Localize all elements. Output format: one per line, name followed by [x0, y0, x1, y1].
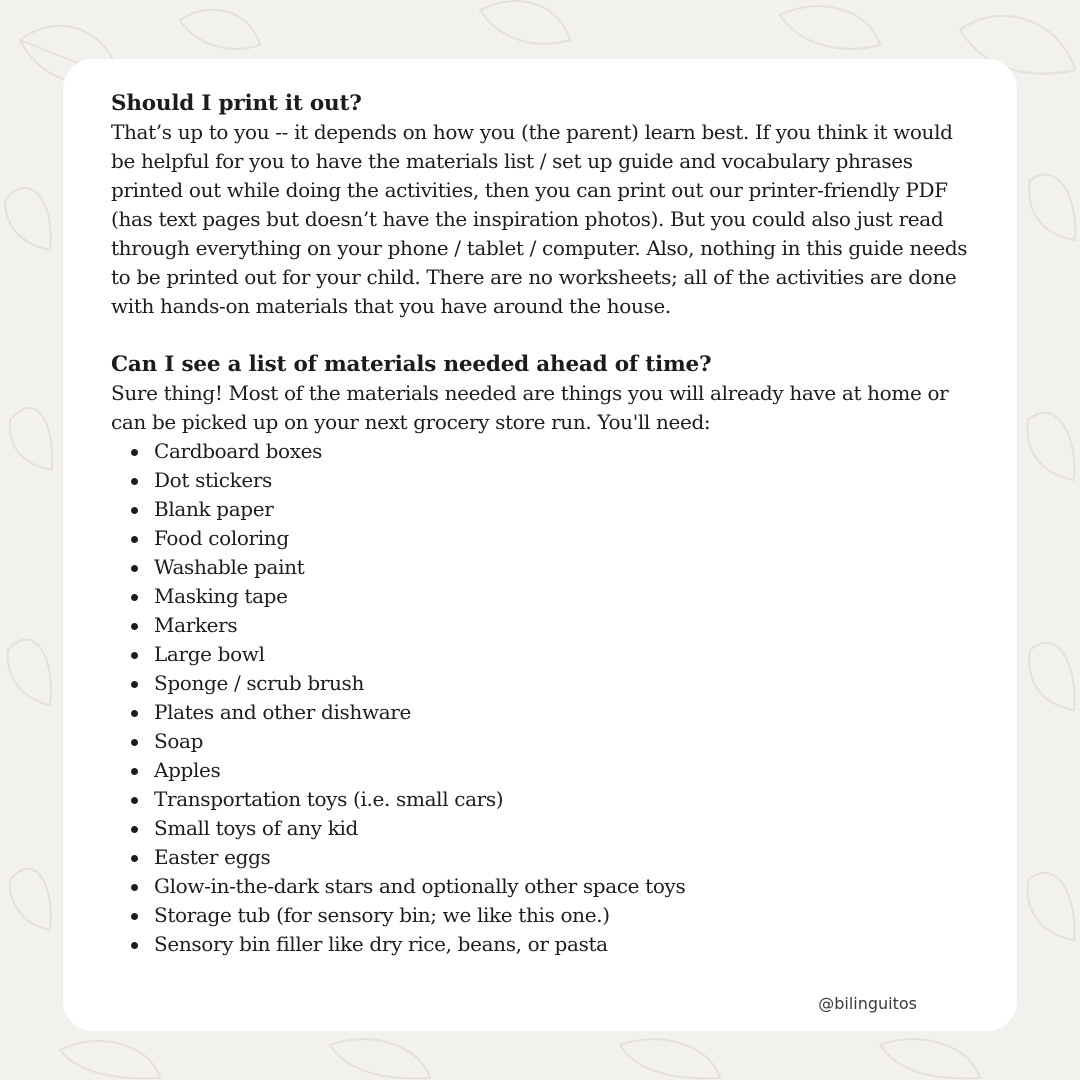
bullet-icon [131, 826, 138, 833]
list-item-label: Easter eggs [154, 845, 271, 869]
list-item [129, 611, 969, 640]
bullet-icon [131, 565, 138, 572]
social-handle: @bilinguitos [818, 994, 917, 1013]
list-item [129, 756, 969, 785]
list-item [129, 901, 969, 930]
bullet-icon [131, 768, 138, 775]
list-item-label: Transportation toys (i.e. small cars) [154, 787, 504, 811]
list-item [129, 466, 969, 495]
list-item-label: Dot stickers [154, 468, 272, 492]
list-item [129, 785, 969, 814]
bullet-icon [131, 652, 138, 659]
list-item [129, 843, 969, 872]
bullet-icon [131, 478, 138, 485]
list-item-label: Storage tub (for sensory bin; we like this one.) [154, 903, 610, 927]
section-spacer [111, 321, 969, 350]
list-item-label: Blank paper [154, 497, 274, 521]
content-card [63, 59, 1017, 1031]
list-item-label: Markers [154, 613, 238, 637]
list-item-label: Glow-in-the-dark stars and optionally other space toys [154, 874, 686, 898]
bullet-icon [131, 913, 138, 920]
bullet-icon [131, 449, 138, 456]
bullet-icon [131, 797, 138, 804]
list-item [129, 930, 969, 959]
list-item-label: Sponge / scrub brush [154, 671, 364, 695]
bullet-icon [131, 739, 138, 746]
list-item-label: Large bowl [154, 642, 265, 666]
list-item-label: Food coloring [154, 526, 289, 550]
list-item [129, 524, 969, 553]
list-item-label: Plates and other dishware [154, 700, 411, 724]
faq-question-materials: Can I see a list of materials needed ahead of time? [111, 352, 712, 377]
list-item [129, 872, 969, 901]
list-item [129, 640, 969, 669]
list-item-label: Soap [154, 729, 204, 753]
faq-question-print: Should I print it out? [111, 91, 362, 116]
list-item-label: Masking tape [154, 584, 288, 608]
bullet-icon [131, 884, 138, 891]
list-item-label: Apples [154, 758, 221, 782]
list-item-label: Washable paint [154, 555, 305, 579]
list-item [129, 669, 969, 698]
list-item-label: Cardboard boxes [154, 439, 323, 463]
list-item [129, 582, 969, 611]
bullet-icon [131, 594, 138, 601]
bullet-icon [131, 507, 138, 514]
bullet-icon [131, 681, 138, 688]
list-item [129, 495, 969, 524]
faq-answer-print: That’s up to you -- it depends on how you (the parent) learn best. If you think it would be helpful for you to have the materials list / set up guide and vocabulary phrases printed out while doing the activities, then you can print out our printer-friendly PDF (has text pages but doesn’t have the inspiration photos). But you could also just read through everything on your phone / tablet / computer. Also, nothing in this guide needs to be printed out for your child. There are no worksheets; all of the activities are done with hands-on materials that you have around the house. [111, 120, 968, 318]
list-item [129, 437, 969, 466]
materials-list [111, 437, 969, 959]
bullet-icon [131, 623, 138, 630]
list-item [129, 553, 969, 582]
list-item [129, 698, 969, 727]
list-item-label: Sensory bin filler like dry rice, beans, or pasta [154, 932, 608, 956]
bullet-icon [131, 942, 138, 949]
list-item [129, 814, 969, 843]
bullet-icon [131, 536, 138, 543]
list-item [129, 727, 969, 756]
list-item-label: Small toys of any kid [154, 816, 358, 840]
bullet-icon [131, 855, 138, 862]
faq-answer-materials: Sure thing! Most of the materials needed are things you will already have at home or can be picked up on your next grocery store run. You'll need: [111, 381, 949, 434]
bullet-icon [131, 710, 138, 717]
